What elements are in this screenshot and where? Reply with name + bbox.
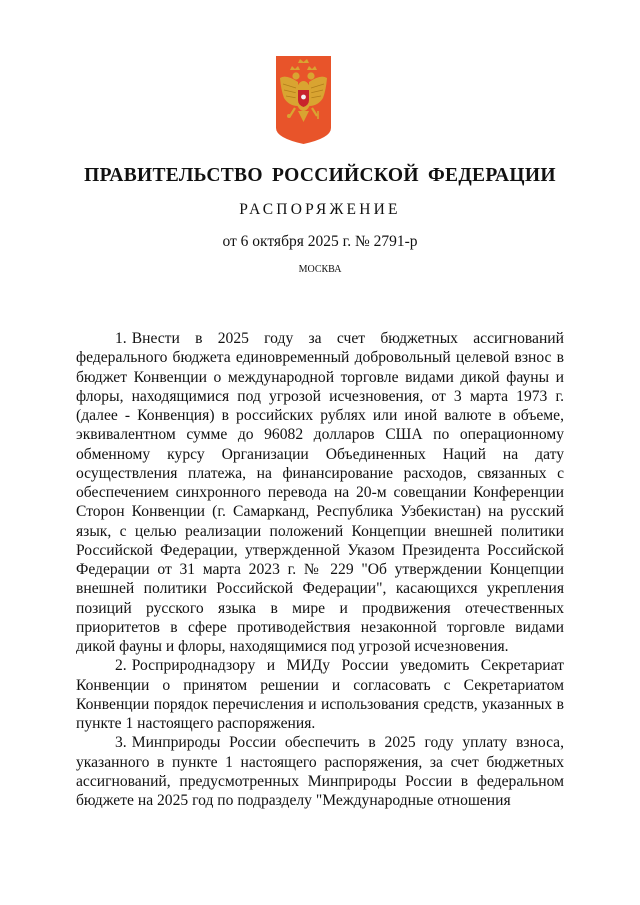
document-city: МОСКВА	[298, 264, 342, 275]
paragraph-text: Внести в 2025 году за счет бюджетных ассигнований федерального бюджета единовременный добровольный целевой взнос в бюджет Конвенции о международной торговле видами дикой фауны и флоры, находящимися под угрозой исчезновения, от 3 марта 1973 г. (далее - Конвенция) в российских рублях или иной валюте в объеме, эквивалентном сумме до 96082 долларов США по операционному обменному курсу Организации Объединенных Наций на дату осуществления платежа, на финансирование расходов, связанных с обеспечением синхронного перевода на 20-м совещании Конференции Сторон Конвенции (г. Самарканд, Республика Узбекистан) на русский язык, с целью реализации положений Концепции внешней политики Российской Федерации, утвержденной Указом Президента Российской Федерации от 31 марта 2023 г. № 229 "Об утверждении Концепции внешней политики Российской Федерации", касающихся укрепления позиций русского языка в мире и продвижения отечественных приоритетов в сфере противодействия незаконной торговле видами дикой фауны и флоры, находящимися под угрозой исчезновения.	[76, 330, 564, 655]
document-date-number: от 6 октября 2025 г. № 2791-р	[222, 233, 418, 250]
paragraph-3	[76, 733, 564, 810]
paragraph-1	[76, 329, 564, 656]
government-title: ПРАВИТЕЛЬСТВО РОССИЙСКОЙ ФЕДЕРАЦИИ	[84, 165, 556, 186]
document-type: РАСПОРЯЖЕНИЕ	[239, 201, 401, 218]
paragraph-number: 1.	[115, 330, 127, 347]
paragraph-number: 2.	[115, 657, 127, 675]
coat-of-arms-icon	[276, 56, 331, 144]
paragraph-number: 3.	[115, 734, 127, 752]
paragraph-2	[76, 656, 564, 733]
paragraph-text: Минприроды России обеспечить в 2025 году уплату взноса, указанного в пункте 1 настоящего распоряжения, за счет бюджетных ассигнований, предусмотренных Минприроды России в федеральном бюджете на 2025 год по подразделу "Международные отношения	[76, 734, 564, 809]
paragraph-text: Росприроднадзору и МИДу России уведомить Секретариат Конвенции о принятом решении и согласовать с Секретариатом Конвенции порядок перечисления и использования средств, указанных в пункте 1 настоящего распоряжения.	[76, 657, 564, 732]
document-body	[76, 329, 564, 810]
